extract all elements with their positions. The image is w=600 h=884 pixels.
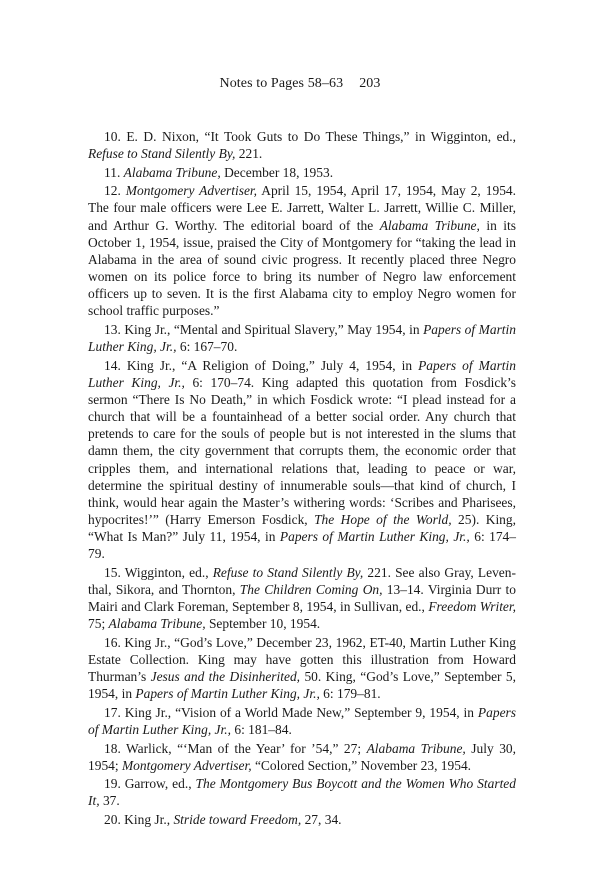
running-head (0, 76, 600, 92)
endnote-italic-title: Papers of Martin Luther King, Jr., (88, 357, 516, 390)
endnote-italic-title: Alabama Tribune, (379, 217, 480, 233)
page-number: 203 (359, 76, 381, 91)
endnote-italic-title: Refuse to Stand Silently By, (212, 564, 364, 580)
endnote-italic-title: Refuse to Stand Silently By, (88, 146, 236, 162)
endnote-text: 50. King, “God’s Love,” September 5, 1954, in (88, 669, 517, 702)
endnote-text: 25). King, “What Is Man?” July 11, 1954, in (88, 512, 516, 545)
endnote (88, 128, 516, 162)
endnote-text: 13–14. Virginia Durr to Mairi and Clark Foreman, September 8, 1954, in Sullivan, ed., (88, 582, 517, 615)
endnote (88, 182, 516, 319)
endnote-italic-title: Freedom Writer, (428, 599, 516, 615)
endnote-italic-title: Montgomery Advertiser, (121, 757, 252, 773)
endnote-text: 19. Garrow, ed., (104, 776, 196, 792)
endnote-text: 6: 179–81. (319, 686, 381, 702)
running-head-title: Notes to Pages 58–63 (219, 76, 344, 91)
endnote-text: in its October 1, 1954, issue, praised the City of Montgomery for “taking the lead in Alabama in the area of sound civic progress. It recently placed three Negro women on its police force to bring its number of Negro law enforcement officers up to seven. It is the first Alabama city to employ Negro women for school traffic purposes.” (88, 217, 516, 319)
endnote-text: 27, 34. (301, 812, 342, 827)
endnote-italic-title: The Children Coming On, (239, 582, 383, 598)
endnote (88, 704, 516, 738)
endnote (88, 164, 516, 181)
endnote-text: “Colored Section,” November 23, 1954. (251, 757, 472, 773)
endnote-text: 10. E. D. Nixon, “It Took Guts to Do These Things,” in Wigginton, ed., (104, 129, 516, 144)
endnote-italic-title: The Montgomery Bus Boycott and the Women Who Started It, (88, 776, 516, 809)
endnote-italic-title: Montgomery Advertiser, (125, 183, 258, 199)
endnote-italic-title: Alabama Tribune, (123, 164, 221, 180)
endnote-italic-title: The Hope of the World, (314, 512, 452, 527)
endnotes-list (88, 128, 516, 830)
endnote-text: 18. Warlick, “‘Man of the Year’ for ’54,” 27; (104, 740, 367, 756)
endnote-text: 13. King Jr., “Mental and Spiritual Slavery,” May 1954, in (104, 321, 424, 337)
endnote-text: April 15, 1954, April 17, 1954, May 2, 1954. The four male officers were Lee E. Jarrett, Walter L. Jarrett, Willie C. Miller, and Arthur G. Worthy. The editorial board of the (88, 183, 516, 233)
endnote-text: 37. (99, 793, 120, 809)
endnote (88, 634, 516, 703)
endnote (88, 357, 516, 563)
endnote-text: 20. King Jr., (104, 812, 174, 827)
endnote-text: 6: 170–74. King adapted this quotation from Fosdick’s sermon “There Is No Death,” in which Fosdick wrote: “I plead instead for a church that will be a fountainhead of a better social order. Any church that pretends to care for the souls of people but is not interested in the slums that damn them, the city government that corrupts them, the economic order that cripples them, and international relations that, leading to peace or war, determine the spiritual destiny of innumerable souls—that kind of church, I think, would hear again the Master’s withering words: ‘Scribes and Pharisees, hypocrites!’” (Harry Emerson Fosdick, (88, 374, 516, 527)
endnote-text: 6: 167–70. (176, 339, 238, 355)
endnote-italic-title: Papers of Martin Luther King, Jr., (279, 529, 470, 545)
endnote-italic-title: Alabama Tribune, (366, 740, 466, 756)
endnote-text: 15. Wigginton, ed., (104, 564, 213, 580)
endnote-text: 221. (235, 146, 263, 162)
endnote-text: 16. King Jr., “God’s Love,” December 23, 1962, ET-40, Martin Luther King Estate Collection. King may have gotten this illustration from Howard Thurman’s (88, 634, 516, 685)
endnote-italic-title: Stride toward Freedom, (173, 812, 302, 827)
endnote-text: 6: 181–84. (230, 722, 292, 738)
endnote-text: 6: 174–79. (88, 529, 516, 562)
endnote-italic-title: Papers of Martin Luther King, Jr., (88, 321, 516, 355)
endnote-text: September 10, 1954. (205, 616, 321, 632)
endnote-italic-title: Papers of Martin Luther King, Jr., (135, 686, 320, 702)
endnote-italic-title: Papers of Martin Luther King, Jr., (88, 704, 516, 738)
endnote-italic-title: Jesus and the Disinherited, (150, 669, 301, 685)
endnote (88, 775, 516, 809)
endnote-text: 11. (104, 164, 124, 180)
endnote (88, 564, 516, 633)
endnote-text: 75; (88, 616, 109, 632)
endnote-text: 221. See also Gray, Leventhal, Sikora, and Thornton, (88, 564, 516, 598)
endnote-text: 14. King Jr., “A Religion of Doing,” July 4, 1954, in (104, 357, 419, 373)
endnote-text: 12. (104, 183, 126, 199)
endnote (88, 740, 516, 774)
endnote-text: July 30, 1954; (88, 740, 516, 773)
endnote (88, 811, 516, 828)
endnote-text: December 18, 1953. (220, 164, 334, 180)
endnote-italic-title: Alabama Tribune, (108, 616, 206, 632)
endnote-text: 17. King Jr., “Vision of a World Made New,” September 9, 1954, in (104, 704, 478, 720)
endnote (88, 321, 516, 355)
